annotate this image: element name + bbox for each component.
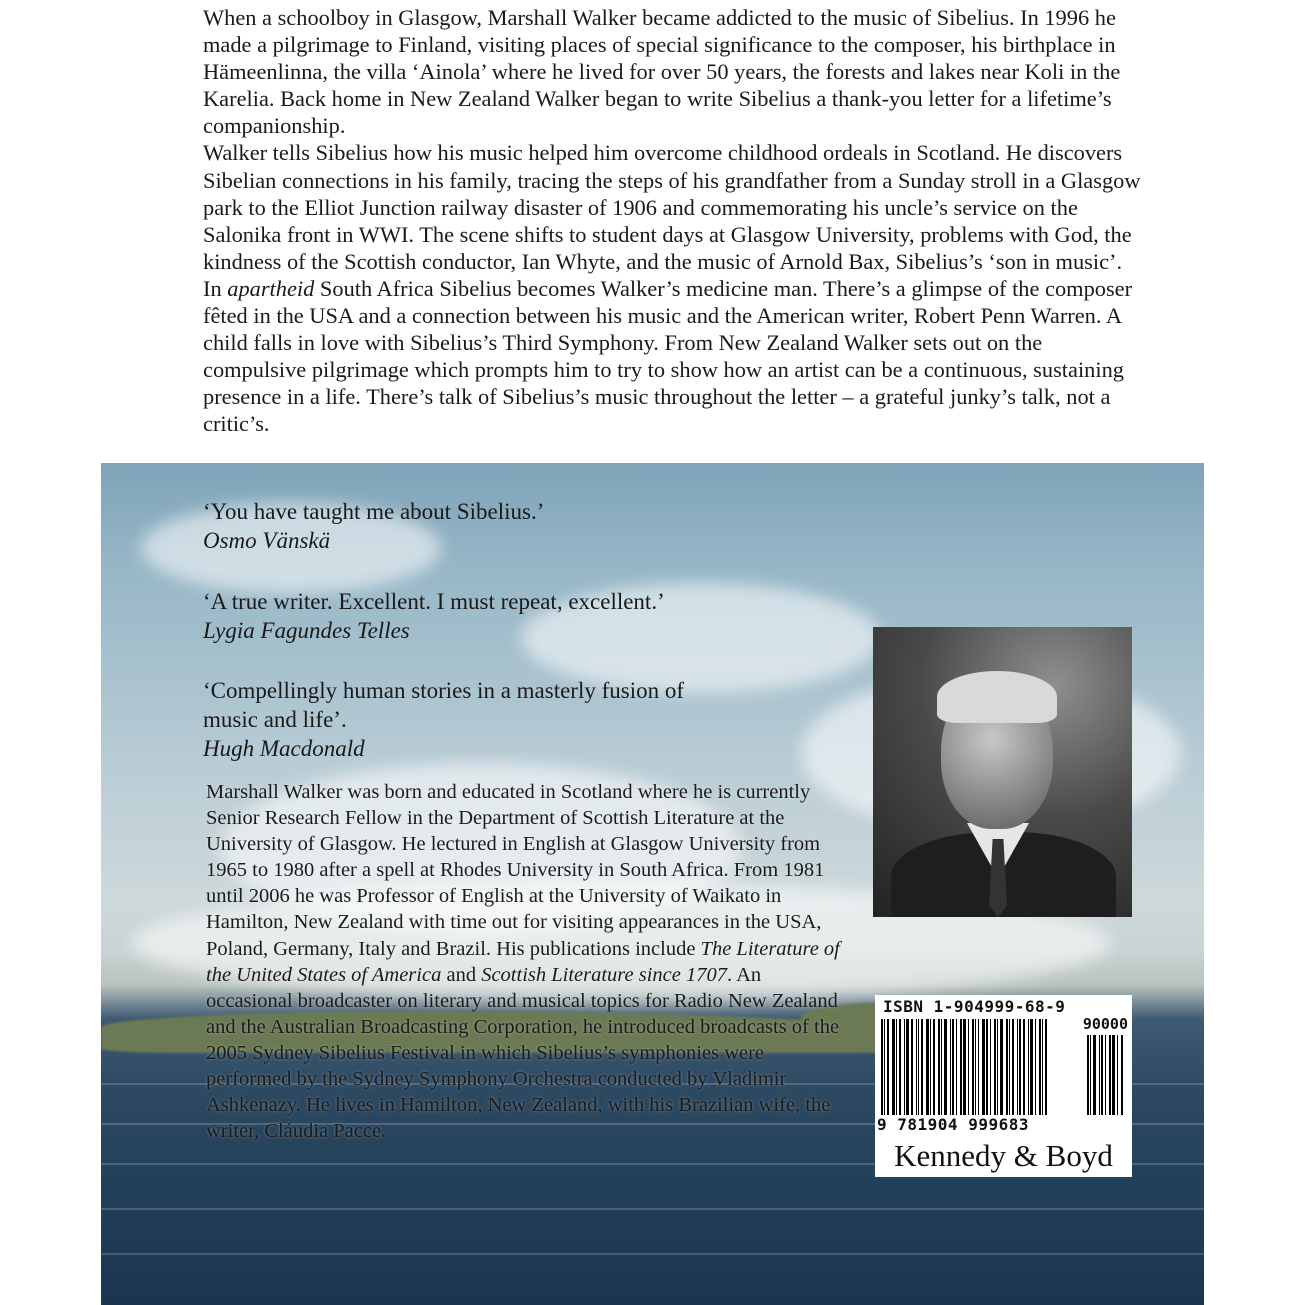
barcode-bar	[1009, 1019, 1010, 1115]
barcode-bar	[896, 1019, 897, 1115]
barcode-bar	[1042, 1019, 1043, 1115]
barcode-bar	[1012, 1019, 1014, 1115]
back-cover-blurb	[203, 4, 1143, 438]
barcode-bar	[1017, 1019, 1018, 1115]
publisher-logo: Kennedy & Boyd	[894, 1138, 1113, 1173]
barcode-bar	[1035, 1019, 1036, 1115]
barcode-bar	[941, 1019, 942, 1115]
barcode-bar	[1090, 1035, 1091, 1115]
blurb-paragraph-2	[203, 139, 1143, 437]
barcode-bar	[1000, 1019, 1003, 1115]
blurb-paragraph-1: When a schoolboy in Glasgow, Marshall Walker became addicted to the music of Sibelius. In 1996 he made a pilgrimage to Finland, visiting places of special significance to the composer, his birthplace in Hämeenlinna, the villa ‘Ainola’ where he lived for over 50 years, the forests and lakes near Koli in the Karelia. Back home in New Zealand Walker began to write Sibelius a thank-you letter for a lifetime’s companionship.	[203, 5, 1121, 139]
barcode-bar	[884, 1019, 885, 1115]
quote-author: Osmo Vänskä	[203, 528, 331, 553]
quote-3	[203, 676, 684, 763]
barcode-bar	[916, 1019, 917, 1115]
barcode-bar	[1045, 1019, 1047, 1115]
wave	[101, 1253, 1204, 1255]
bio-text-a: Marshall Walker was born and educated in Scotland where he is currently Senior Research Fellow in the Department of Scottish Literature at the University of Glasgow. He lectured in English at Glasgow University from 1965 to 1980 after a spell at Rhodes University in South Africa. From 1981 until 2006 he was Professor of English at the University of Waikato in Hamilton, New Zealand with time out for visiting appearances in the USA, Poland, Germany, Italy and Brazil. His publications include	[206, 781, 825, 960]
barcode-bar	[911, 1019, 913, 1115]
barcode-bars	[881, 1019, 1079, 1115]
quote-text-line-1: ‘Compellingly human stories in a masterly fusion of	[203, 678, 685, 703]
barcode-bar	[1099, 1035, 1100, 1115]
barcode-bar	[994, 1019, 996, 1115]
barcode-bar	[1117, 1035, 1118, 1115]
barcode-bar	[950, 1019, 951, 1115]
barcode-number: 9 781904 999683	[877, 1115, 1029, 1134]
barcode-bar	[963, 1019, 966, 1115]
barcode-bar	[978, 1019, 979, 1115]
barcode-bar	[944, 1019, 947, 1115]
quote-text: ‘You have taught me about Sibelius.’	[203, 499, 545, 524]
author-photo	[873, 627, 1132, 917]
barcode-bar	[1093, 1035, 1096, 1115]
barcode-bar	[933, 1019, 935, 1115]
barcode-bar	[1023, 1019, 1025, 1115]
barcode-bar	[1039, 1019, 1041, 1115]
barcode-bar	[975, 1019, 976, 1115]
barcode-bar	[881, 1019, 883, 1115]
barcode-bar	[960, 1019, 962, 1115]
barcode-bar	[887, 1019, 889, 1115]
barcode-bar	[904, 1019, 905, 1115]
bio-book-title-1: The Literature of the United States of America	[206, 937, 840, 986]
barcode-bar	[892, 1019, 895, 1115]
author-bio	[206, 779, 846, 1144]
barcode-bar	[956, 1019, 957, 1115]
barcode-bar	[952, 1019, 954, 1115]
barcode-bar	[997, 1019, 998, 1115]
barcode-bar	[938, 1019, 940, 1115]
bio-text-c: . An occasional broadcaster on literary and musical topics for Radio New Zealand and the Australian Broadcasting Corporation, he introduced broadcasts of the 2005 Sydney Sibelius Festival in which Sibelius’s symphonies were performed by the Sydney Symphony Orchestra conducted by Vladimir Ashkenazy. He lives in Hamilton, New Zealand, with his Brazilian wife, the writer, Cláudia Pacce.	[206, 963, 840, 1143]
barcode-bar	[990, 1019, 991, 1115]
quote-1	[203, 497, 544, 555]
barcode-bar	[1019, 1019, 1021, 1115]
blurb-paragraph-2-text-a: Walker tells Sibelius how his music helped him overcome childhood ordeals in Scotland. He discovers Sibelian connections in his family, tracing the steps of his grandfather from a Sunday stroll in a Glasgow park to the Elliot Junction railway disaster of 1906 and commemorating his uncle’s service on the Salonika front in WWI. The scene shifts to student days at Glasgow University, problems with God, the kindness of the Scottish conductor, Ian Whyte, and the music of Arnold Bax, Sibelius’s ‘son in music’. In	[203, 140, 1141, 301]
quote-author: Lygia Fagundes Telles	[203, 618, 410, 643]
barcode-bar	[972, 1019, 974, 1115]
barcode-bar	[1109, 1035, 1111, 1115]
blurb-italic-word: apartheid	[227, 275, 315, 301]
barcode-bar	[926, 1019, 929, 1115]
quote-author: Hugh Macdonald	[203, 736, 365, 761]
isbn-label: ISBN 1-904999-68-9	[883, 997, 1066, 1016]
barcode-bar	[918, 1019, 919, 1115]
barcode-bar	[930, 1019, 931, 1115]
bio-text-b: and	[441, 963, 482, 986]
barcode-addon-code: 90000	[1082, 1015, 1128, 1033]
barcode-addon-bars	[1087, 1035, 1129, 1115]
quote-text: ‘A true writer. Excellent. I must repeat, excellent.’	[203, 589, 665, 614]
barcode-bar	[906, 1019, 909, 1115]
barcode-bar	[982, 1019, 985, 1115]
isbn-barcode	[875, 995, 1132, 1177]
barcode-bar	[968, 1019, 969, 1115]
barcode-bar	[1101, 1035, 1103, 1115]
barcode-bar	[1028, 1019, 1029, 1115]
barcode-bar	[1087, 1035, 1089, 1115]
blurb-paragraph-2-text-b: South Africa Sibelius becomes Walker’s medicine man. There’s a glimpse of the composer fêted in the USA and a connection between his music and the American writer, Robert Penn Warren. A child falls in love with Sibelius’s Third Symphony. From New Zealand Walker sets out on the compulsive pilgrimage which prompts him to try to show how an artist can be a continuous, sustaining presence in a life. There’s talk of Sibelius’s music throughout the letter – a grateful junky’s talk, not a critic’s.	[203, 275, 1133, 437]
wave	[101, 1208, 1204, 1210]
barcode-bar	[921, 1019, 923, 1115]
barcode-bar	[1105, 1035, 1106, 1115]
barcode-bar	[986, 1019, 988, 1115]
barcode-bar	[1030, 1019, 1033, 1115]
quote-2	[203, 587, 665, 645]
bio-book-title-2: Scottish Literature since 1707	[481, 963, 727, 986]
barcode-bar	[899, 1019, 901, 1115]
barcode-bar	[1121, 1035, 1123, 1115]
barcode-bar	[1006, 1019, 1008, 1115]
barcode-bar	[1112, 1035, 1115, 1115]
quote-text-line-2: music and life’.	[203, 707, 347, 732]
